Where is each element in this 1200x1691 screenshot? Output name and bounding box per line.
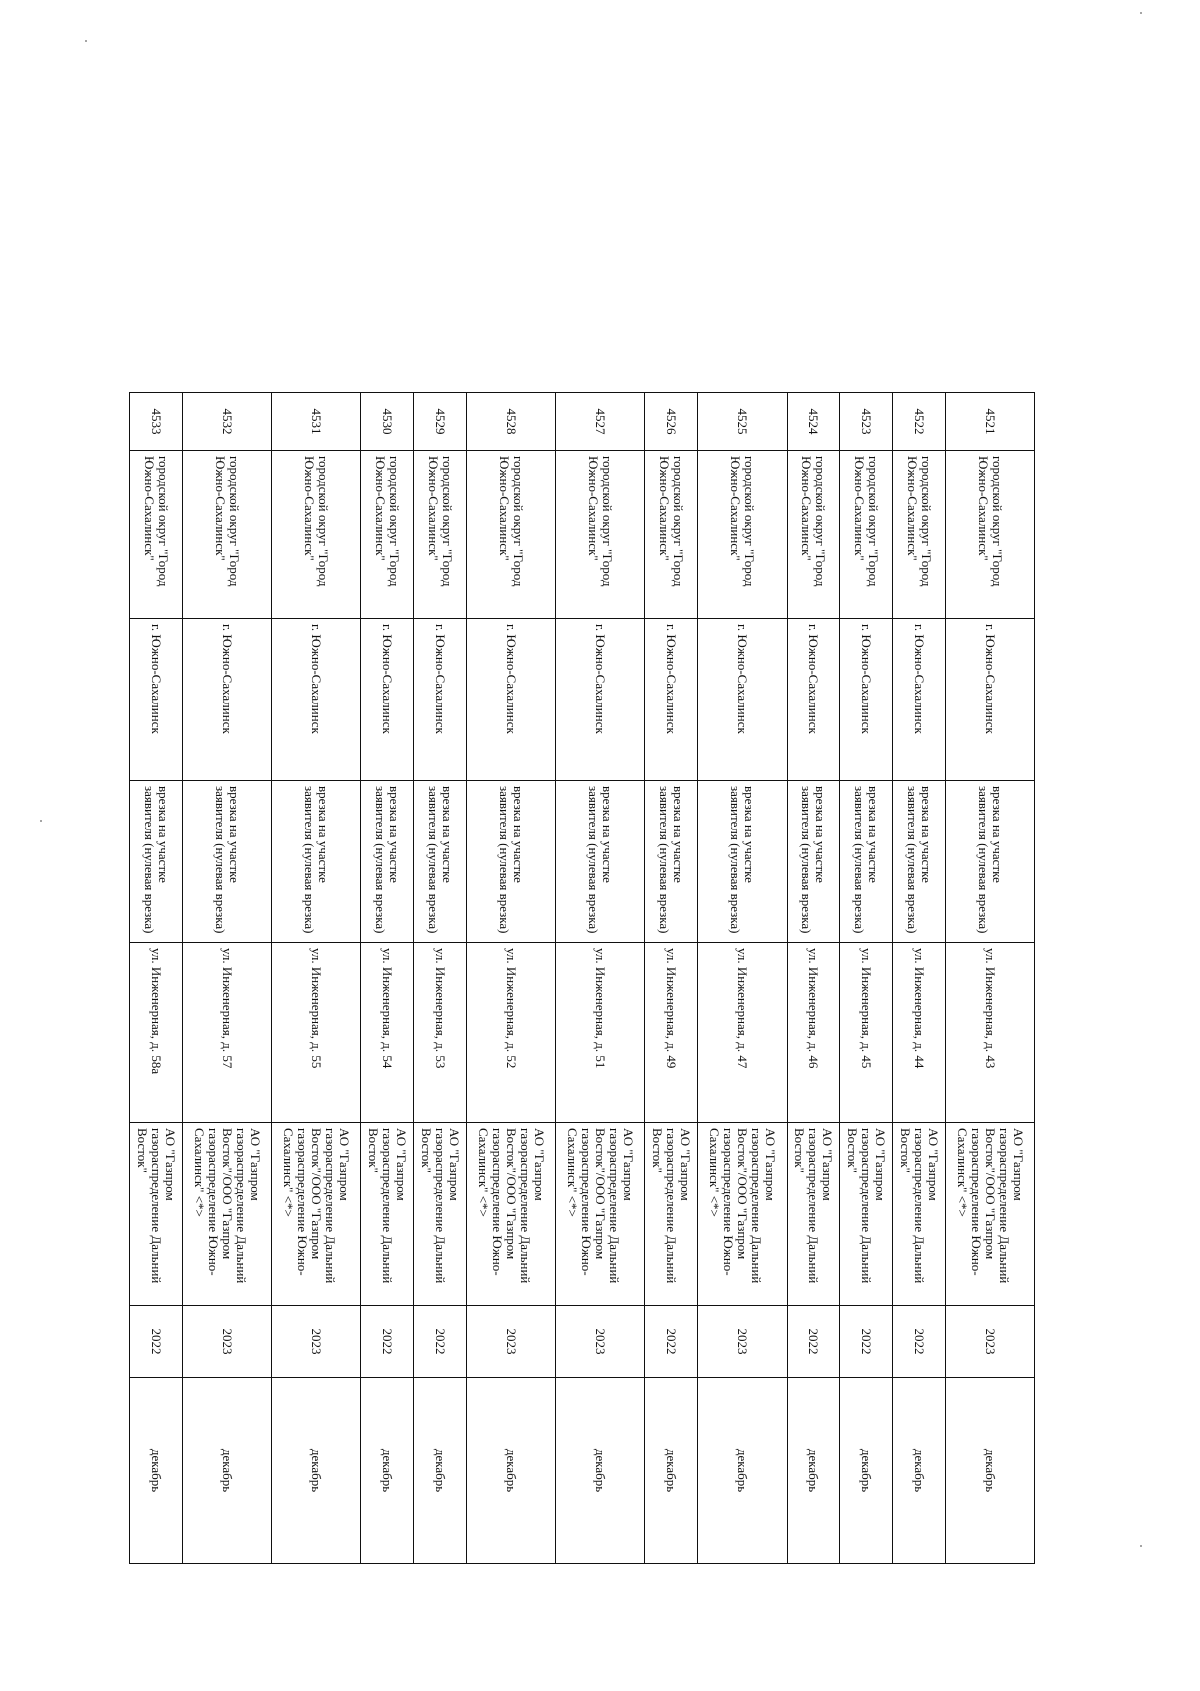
organization-cell: АО "Газпром газораспределение Дальний Восток" bbox=[414, 1123, 467, 1306]
row-number: 4527 bbox=[556, 393, 645, 451]
year-cell: 2023 bbox=[182, 1306, 271, 1378]
connection-type-cell: врезка на участке заявителя (нулевая врезка) bbox=[361, 781, 414, 943]
table-row bbox=[892, 393, 945, 1564]
connection-type-cell: врезка на участке заявителя (нулевая врезка) bbox=[645, 781, 698, 943]
district-cell: городской округ "Город Южно-Сахалинск" bbox=[945, 451, 1034, 619]
scan-speck bbox=[85, 40, 87, 42]
month-cell: декабрь bbox=[698, 1378, 787, 1564]
address-cell: ул. Инженерная, д. 47 bbox=[698, 943, 787, 1123]
table-row bbox=[698, 393, 787, 1564]
connection-type-cell: врезка на участке заявителя (нулевая врезка) bbox=[698, 781, 787, 943]
row-number: 4526 bbox=[645, 393, 698, 451]
month-cell: декабрь bbox=[272, 1378, 361, 1564]
connection-type-cell: врезка на участке заявителя (нулевая врезка) bbox=[466, 781, 555, 943]
district-cell: городской округ "Город Южно-Сахалинск" bbox=[361, 451, 414, 619]
city-cell: г. Южно-Сахалинск bbox=[414, 619, 467, 781]
connection-type-cell: врезка на участке заявителя (нулевая врезка) bbox=[945, 781, 1034, 943]
month-cell: декабрь bbox=[414, 1378, 467, 1564]
city-cell: г. Южно-Сахалинск bbox=[556, 619, 645, 781]
table-row bbox=[466, 393, 555, 1564]
month-cell: декабрь bbox=[361, 1378, 414, 1564]
city-cell: г. Южно-Сахалинск bbox=[840, 619, 893, 781]
address-cell: ул. Инженерная, д. 53 bbox=[414, 943, 467, 1123]
month-cell: декабрь bbox=[130, 1378, 183, 1564]
year-cell: 2022 bbox=[787, 1306, 840, 1378]
address-cell: ул. Инженерная, д. 49 bbox=[645, 943, 698, 1123]
city-cell: г. Южно-Сахалинск bbox=[361, 619, 414, 781]
table-row bbox=[840, 393, 893, 1564]
gas-connection-table bbox=[129, 392, 1035, 1564]
table-body bbox=[130, 393, 1035, 1564]
row-number: 4524 bbox=[787, 393, 840, 451]
organization-cell: АО "Газпром газораспределение Дальний Восток" bbox=[840, 1123, 893, 1306]
organization-cell: АО "Газпром газораспределение Дальний Восток" bbox=[787, 1123, 840, 1306]
year-cell: 2023 bbox=[466, 1306, 555, 1378]
row-number: 4531 bbox=[272, 393, 361, 451]
month-cell: декабрь bbox=[556, 1378, 645, 1564]
month-cell: декабрь bbox=[787, 1378, 840, 1564]
row-number: 4533 bbox=[130, 393, 183, 451]
table-row bbox=[414, 393, 467, 1564]
city-cell: г. Южно-Сахалинск bbox=[466, 619, 555, 781]
year-cell: 2022 bbox=[892, 1306, 945, 1378]
year-cell: 2022 bbox=[645, 1306, 698, 1378]
district-cell: городской округ "Город Южно-Сахалинск" bbox=[787, 451, 840, 619]
address-cell: ул. Инженерная, д. 46 bbox=[787, 943, 840, 1123]
table-row bbox=[556, 393, 645, 1564]
district-cell: городской округ "Город Южно-Сахалинск" bbox=[840, 451, 893, 619]
organization-cell: АО "Газпром газораспределение Дальний Восток"/ООО "Газпром газораспределение Южно-Сахалинск" <*> bbox=[272, 1123, 361, 1306]
year-cell: 2022 bbox=[361, 1306, 414, 1378]
row-number: 4528 bbox=[466, 393, 555, 451]
district-cell: городской округ "Город Южно-Сахалинск" bbox=[414, 451, 467, 619]
address-cell: ул. Инженерная, д. 51 bbox=[556, 943, 645, 1123]
rotated-table-container bbox=[129, 392, 1035, 1563]
table-row bbox=[361, 393, 414, 1564]
district-cell: городской округ "Город Южно-Сахалинск" bbox=[130, 451, 183, 619]
district-cell: городской округ "Город Южно-Сахалинск" bbox=[182, 451, 271, 619]
row-number: 4521 bbox=[945, 393, 1034, 451]
connection-type-cell: врезка на участке заявителя (нулевая врезка) bbox=[272, 781, 361, 943]
table-row bbox=[945, 393, 1034, 1564]
month-cell: декабрь bbox=[645, 1378, 698, 1564]
connection-type-cell: врезка на участке заявителя (нулевая врезка) bbox=[787, 781, 840, 943]
month-cell: декабрь bbox=[182, 1378, 271, 1564]
table-row bbox=[272, 393, 361, 1564]
year-cell: 2023 bbox=[272, 1306, 361, 1378]
organization-cell: АО "Газпром газораспределение Дальний Восток"/ООО "Газпром газораспределение Южно-Сахалинск" <*> bbox=[466, 1123, 555, 1306]
table-row bbox=[130, 393, 183, 1564]
organization-cell: АО "Газпром газораспределение Дальний Восток" bbox=[892, 1123, 945, 1306]
year-cell: 2023 bbox=[556, 1306, 645, 1378]
row-number: 4530 bbox=[361, 393, 414, 451]
month-cell: декабрь bbox=[466, 1378, 555, 1564]
connection-type-cell: врезка на участке заявителя (нулевая врезка) bbox=[414, 781, 467, 943]
city-cell: г. Южно-Сахалинск bbox=[182, 619, 271, 781]
city-cell: г. Южно-Сахалинск bbox=[698, 619, 787, 781]
row-number: 4525 bbox=[698, 393, 787, 451]
month-cell: декабрь bbox=[840, 1378, 893, 1564]
address-cell: ул. Инженерная, д. 45 bbox=[840, 943, 893, 1123]
city-cell: г. Южно-Сахалинск bbox=[787, 619, 840, 781]
scan-speck bbox=[1140, 12, 1142, 14]
city-cell: г. Южно-Сахалинск bbox=[272, 619, 361, 781]
scan-speck bbox=[40, 820, 42, 822]
district-cell: городской округ "Город Южно-Сахалинск" bbox=[698, 451, 787, 619]
district-cell: городской округ "Город Южно-Сахалинск" bbox=[556, 451, 645, 619]
year-cell: 2023 bbox=[945, 1306, 1034, 1378]
district-cell: городской округ "Город Южно-Сахалинск" bbox=[645, 451, 698, 619]
organization-cell: АО "Газпром газораспределение Дальний Восток"/ООО "Газпром газораспределение Южно-Сахалинск" <*> bbox=[945, 1123, 1034, 1306]
scan-speck bbox=[1140, 1545, 1142, 1547]
address-cell: ул. Инженерная, д. 52 bbox=[466, 943, 555, 1123]
organization-cell: АО "Газпром газораспределение Дальний Восток" bbox=[645, 1123, 698, 1306]
district-cell: городской округ "Город Южно-Сахалинск" bbox=[272, 451, 361, 619]
organization-cell: АО "Газпром газораспределение Дальний Восток"/ООО "Газпром газораспределение Южно-Сахалинск" <*> bbox=[182, 1123, 271, 1306]
connection-type-cell: врезка на участке заявителя (нулевая врезка) bbox=[556, 781, 645, 943]
city-cell: г. Южно-Сахалинск bbox=[130, 619, 183, 781]
organization-cell: АО "Газпром газораспределение Дальний Восток"/ООО "Газпром газораспределение Южно-Сахалинск" <*> bbox=[556, 1123, 645, 1306]
address-cell: ул. Инженерная, д. 43 bbox=[945, 943, 1034, 1123]
year-cell: 2022 bbox=[414, 1306, 467, 1378]
row-number: 4529 bbox=[414, 393, 467, 451]
table-row bbox=[182, 393, 271, 1564]
year-cell: 2023 bbox=[698, 1306, 787, 1378]
organization-cell: АО "Газпром газораспределение Дальний Восток" bbox=[361, 1123, 414, 1306]
table-row bbox=[787, 393, 840, 1564]
address-cell: ул. Инженерная, д. 55 bbox=[272, 943, 361, 1123]
table-row bbox=[645, 393, 698, 1564]
address-cell: ул. Инженерная, д. 44 bbox=[892, 943, 945, 1123]
connection-type-cell: врезка на участке заявителя (нулевая врезка) bbox=[182, 781, 271, 943]
address-cell: ул. Инженерная, д. 54 bbox=[361, 943, 414, 1123]
district-cell: городской округ "Город Южно-Сахалинск" bbox=[892, 451, 945, 619]
connection-type-cell: врезка на участке заявителя (нулевая врезка) bbox=[892, 781, 945, 943]
row-number: 4532 bbox=[182, 393, 271, 451]
city-cell: г. Южно-Сахалинск bbox=[945, 619, 1034, 781]
connection-type-cell: врезка на участке заявителя (нулевая врезка) bbox=[130, 781, 183, 943]
address-cell: ул. Инженерная, д. 57 bbox=[182, 943, 271, 1123]
organization-cell: АО "Газпром газораспределение Дальний Восток" bbox=[130, 1123, 183, 1306]
connection-type-cell: врезка на участке заявителя (нулевая врезка) bbox=[840, 781, 893, 943]
year-cell: 2022 bbox=[840, 1306, 893, 1378]
organization-cell: АО "Газпром газораспределение Дальний Восток"/ООО "Газпром газораспределение Южно-Сахалинск" <*> bbox=[698, 1123, 787, 1306]
month-cell: декабрь bbox=[945, 1378, 1034, 1564]
month-cell: декабрь bbox=[892, 1378, 945, 1564]
city-cell: г. Южно-Сахалинск bbox=[645, 619, 698, 781]
city-cell: г. Южно-Сахалинск bbox=[892, 619, 945, 781]
row-number: 4522 bbox=[892, 393, 945, 451]
year-cell: 2022 bbox=[130, 1306, 183, 1378]
address-cell: ул. Инженерная, д. 58а bbox=[130, 943, 183, 1123]
district-cell: городской округ "Город Южно-Сахалинск" bbox=[466, 451, 555, 619]
row-number: 4523 bbox=[840, 393, 893, 451]
